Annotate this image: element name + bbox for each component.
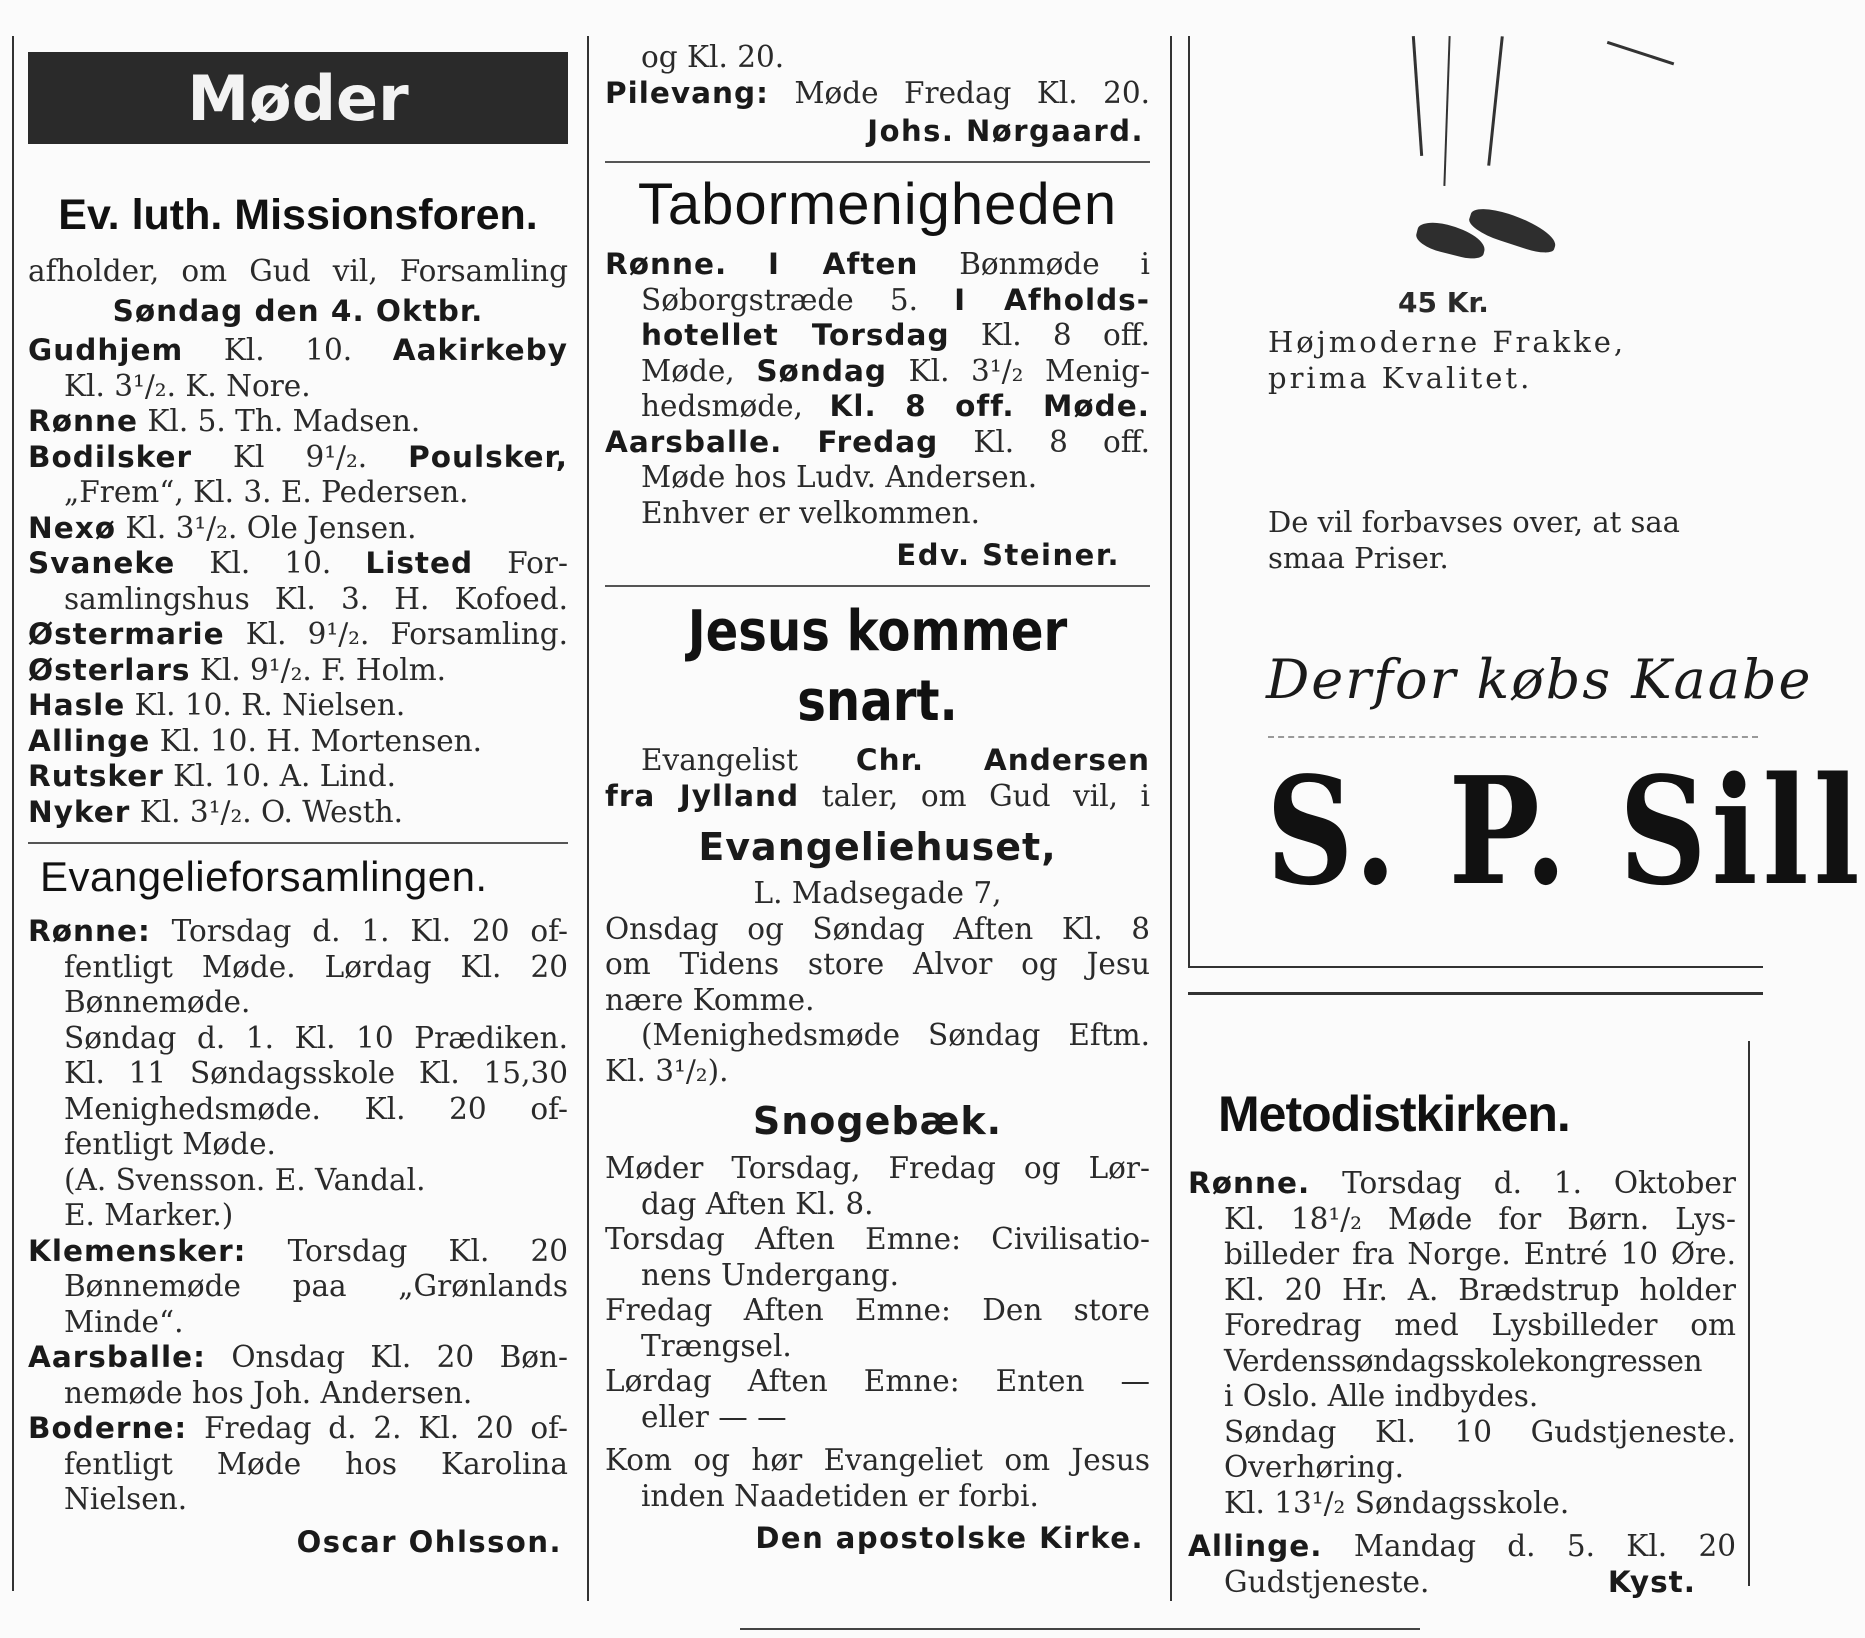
ad-frame-left: [1188, 36, 1190, 966]
list-item: Gudhjem Kl. 10. Aakirkeby: [28, 333, 568, 367]
missionsforen-list: [28, 333, 568, 830]
coat-hem: [1607, 26, 1679, 66]
text-line: E. Marker.): [64, 1198, 234, 1232]
text-line: inden Naadetiden er forbi.: [641, 1478, 1039, 1513]
text-line: om Tidens store Alvor og Jesu: [605, 947, 1150, 981]
heading-tabormenigheden: Tabormenigheden: [637, 172, 1118, 237]
column-moder: [28, 36, 568, 1560]
list-item: Allinge Kl. 10. H. Mortensen.: [28, 723, 483, 758]
text-line: Minde“.: [64, 1304, 184, 1339]
divider: [605, 161, 1150, 163]
coat-illustration: [1188, 36, 1763, 296]
column-divider-1: [12, 36, 14, 1591]
jesus-body: [605, 743, 1150, 1089]
text-line: nemøde hos Joh. Andersen.: [64, 1375, 473, 1410]
text-line: hotellet Torsdag Kl. 8 off.: [641, 318, 1150, 352]
text-line: eller — —: [641, 1399, 787, 1434]
heading-jesus-kommer-snart: Jesus kommer snart.: [687, 599, 1068, 734]
text-line: Klemensker: Torsdag Kl. 20: [28, 1233, 568, 1268]
list-item: Nexø Kl. 3¹/₂. Ole Jensen.: [28, 510, 417, 545]
ad-frame-bottom: [1188, 966, 1763, 968]
text-line: (Menighedsmøde Søndag Eftm.: [641, 1018, 1150, 1052]
missionsforen-date: Søndag den 4. Oktbr.: [112, 293, 484, 328]
leg-left-line-2: [1443, 36, 1450, 186]
text-line: Bønnemøde paa „Grønlands: [64, 1269, 568, 1303]
text-line: Fredag Aften Emne: Den store: [605, 1293, 1150, 1327]
column-divider-2: [587, 36, 589, 1601]
text-line: Søborgstræde 5. I Afholds-: [641, 282, 1150, 317]
signature-apostolske-kirke: Den apostolske Kirke.: [755, 1521, 1144, 1555]
signature-norgaard: Johs. Nørgaard.: [867, 114, 1144, 148]
text-line: nens Undergang.: [641, 1257, 900, 1292]
text-line: Aarsballe. Fredag Kl. 8 off.: [605, 424, 1150, 459]
text-line: Verdenssøndagsskolekongressen: [1224, 1343, 1703, 1378]
text-line: fentligt Møde hos Karolina: [64, 1446, 568, 1481]
coat-description: Højmoderne Frakke, prima Kvalitet.: [1268, 325, 1627, 395]
promo-text: De vil forbavses over, at saa smaa Priser.: [1268, 505, 1680, 575]
column-middle: [605, 36, 1150, 1556]
list-item: „Frem“, Kl. 3. E. Pedersen.: [64, 475, 469, 509]
text-line: Rønne: Torsdag d. 1. Kl. 20 of-: [28, 914, 568, 948]
list-item: Bodilsker Kl 9¹/₂. Poulsker,: [28, 439, 568, 474]
text-line: hedsmøde, Kl. 8 off. Møde.: [641, 389, 1150, 423]
bottom-divider: [740, 1628, 1420, 1630]
brand-name: S. P. Sill: [1266, 744, 1865, 918]
text-line: Aarsballe: Onsdag Kl. 20 Bøn-: [28, 1340, 568, 1374]
column-divider-3: [1170, 36, 1172, 1601]
text-line: Enhver er velkommen.: [641, 495, 981, 530]
text-line: Allinge. Mandag d. 5. Kl. 20: [1188, 1529, 1736, 1563]
text-line: fra Jylland taler, om Gud vil, i: [605, 778, 1150, 813]
section-banner: [28, 52, 568, 144]
heading-snogebaek: Snogebæk.: [752, 1099, 1003, 1143]
text-line: Møde hos Ludv. Andersen.: [641, 460, 1038, 494]
text-line: Pilevang: Møde Fredag Kl. 20.: [605, 75, 1150, 110]
price: 45 Kr.: [1398, 286, 1489, 319]
script-slogan: Derfor købs Kaabe: [1266, 648, 1813, 711]
text-line: Kl. 20 Hr. A. Brædstrup holder: [1224, 1272, 1736, 1307]
text-line: fentligt Møde. Lørdag Kl. 20: [64, 949, 568, 984]
text-line: fentligt Møde.: [64, 1127, 276, 1161]
text-line: Søndag d. 1. Kl. 10 Prædiken.: [64, 1020, 568, 1055]
text-line: Evangelist Chr. Andersen: [641, 743, 1150, 777]
signature-ohlsson: Oscar Ohlsson.: [296, 1524, 562, 1559]
ad-frame-bottom-2: [1188, 992, 1763, 995]
address: L. Madsegade 7,: [753, 876, 1002, 910]
list-item: Rutsker Kl. 10. A. Lind.: [28, 759, 397, 793]
signature-steiner: Edv. Steiner.: [896, 538, 1120, 572]
divider: [28, 842, 568, 844]
text-line: Overhøring.: [1224, 1450, 1404, 1484]
text-line: Torsdag Aften Emne: Civilisatio-: [605, 1222, 1150, 1256]
dotted-line: [1268, 736, 1758, 738]
heading-evangeliehuset: Evangeliehuset,: [698, 825, 1057, 869]
text-line: Kl. 3¹/₂).: [605, 1053, 729, 1088]
metodist-section: [1188, 1036, 1736, 1600]
list-item: Østermarie Kl. 9¹/₂. Forsamling.: [28, 617, 568, 651]
text-line: (A. Svensson. E. Vandal.: [64, 1162, 426, 1197]
banner-title: Møder: [187, 61, 409, 135]
list-item: Østerlars Kl. 9¹/₂. F. Holm.: [28, 652, 447, 687]
text-line: Onsdag og Søndag Aften Kl. 8: [605, 911, 1150, 946]
text-line: Kl. 13¹/₂ Søndagsskole.: [1224, 1485, 1570, 1520]
leg-left-line: [1412, 36, 1423, 156]
advertisement: [1188, 36, 1865, 1036]
column-right: [1188, 36, 1865, 1601]
text-line: Menighedsmøde. Kl. 20 of-: [64, 1091, 568, 1126]
text-line: Boderne: Fredag d. 2. Kl. 20 of-: [28, 1411, 568, 1445]
heading-metodistkirken: Metodistkirken.: [1218, 1086, 1570, 1142]
text-line: billeder fra Norge. Entré 10 Øre.: [1224, 1237, 1736, 1271]
text-line: Bønnemøde.: [64, 985, 251, 1019]
metodist-frame-right: [1748, 1041, 1750, 1586]
divider: [605, 585, 1150, 587]
text-line: Rønne. I Aften Bønmøde i: [605, 247, 1150, 281]
text-line: Møde, Søndag Kl. 3¹/₂ Menig-: [641, 353, 1150, 388]
list-item: Kl. 3¹/₂. K. Nore.: [64, 368, 311, 403]
evangelieforsamlingen-body: [28, 914, 568, 1518]
text-line: Kl. 18¹/₂ Møde for Børn. Lys-: [1224, 1201, 1736, 1236]
text-line: nære Komme.: [605, 982, 815, 1017]
list-item: Rønne Kl. 5. Th. Madsen.: [28, 404, 421, 438]
missionsforen-intro: afholder, om Gud vil, Forsamling: [28, 254, 568, 288]
text-line: Trængsel.: [641, 1328, 792, 1363]
text-line: Gudstjeneste. Kyst.: [1224, 1564, 1696, 1599]
snogebaek-body: [605, 1151, 1150, 1514]
leg-right-line: [1487, 36, 1504, 166]
text-line: Kl. 11 Søndagsskole Kl. 15,30: [64, 1056, 568, 1090]
list-item: Svaneke Kl. 10. Listed For-: [28, 546, 568, 580]
list-item: samlingshus Kl. 3. H. Kofoed.: [64, 581, 568, 616]
list-item: Hasle Kl. 10. R. Nielsen.: [28, 688, 406, 722]
text-line: Kom og hør Evangeliet om Jesus: [605, 1443, 1150, 1477]
tabor-body: [605, 247, 1150, 531]
text-line: Møder Torsdag, Fredag og Lør-: [605, 1151, 1150, 1185]
heading-missionsforen: Ev. luth. Missionsforen.: [58, 191, 538, 239]
text-line: Søndag Kl. 10 Gudstjeneste.: [1224, 1414, 1736, 1449]
text-line: dag Aften Kl. 8.: [641, 1186, 874, 1221]
heading-evangelieforsamlingen: Evangelieforsamlingen.: [40, 853, 488, 900]
list-item: Nyker Kl. 3¹/₂. O. Westh.: [28, 794, 403, 829]
text-line: Nielsen.: [64, 1482, 188, 1516]
text-line: i Oslo. Alle indbydes.: [1224, 1379, 1539, 1413]
text-line: og Kl. 20.: [641, 40, 785, 74]
text-line: Lørdag Aften Emne: Enten —: [605, 1364, 1150, 1398]
text-line: Foredrag med Lysbilleder om: [1224, 1308, 1736, 1342]
text-line: Rønne. Torsdag d. 1. Oktober: [1188, 1166, 1736, 1200]
